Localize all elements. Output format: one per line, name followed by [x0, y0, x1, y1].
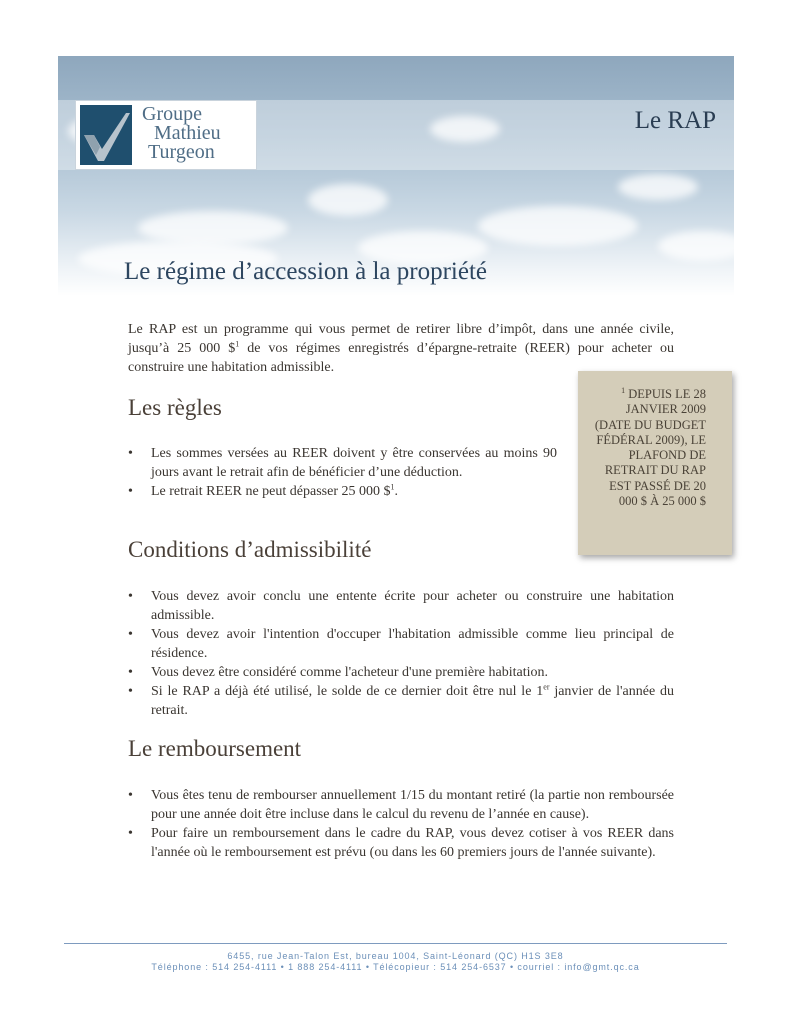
section-heading-regles: Les règles — [128, 395, 222, 420]
list-item: • Vous devez avoir l'intention d'occuper l'habitation admissible comme lieu principal de résidence. — [128, 625, 674, 663]
remboursement-list — [128, 786, 674, 862]
regles-list — [128, 444, 557, 501]
header-title: Le RAP — [634, 107, 716, 134]
list-item: • Vous devez être considéré comme l'acheteur d'une première habitation. — [128, 663, 674, 682]
section-heading-remboursement: Le remboursement — [128, 736, 302, 761]
footer-address: 6455, rue Jean-Talon Est, bureau 1004, Saint-Léonard (QC) H1S 3E8 — [227, 951, 564, 961]
page-title: Le régime d’accession à la propriété — [124, 258, 488, 285]
list-item: • Le retrait REER ne peut dépasser 25 000 \$$^1$. — [128, 482, 557, 501]
footer-contact: Téléphone : 514 254-4111 • 1 888 254-4111 • Télécopieur : 514 254-6537 • courriel : info@gmt.qc.ca — [151, 962, 640, 972]
footer-divider — [64, 943, 727, 944]
list-item: • Vous devez avoir conclu une entente écrite pour acheter ou construire une habitation admissible. — [128, 587, 674, 625]
list-item: • Pour faire un remboursement dans le cadre du RAP, vous devez cotiser à vos REER dans l'année où le remboursement est prévu (ou dans les 60 premiers jours de l'année suivante). — [128, 824, 674, 862]
logo-checkmark-icon — [80, 105, 132, 165]
intro-paragraph: Le RAP est un programme qui vous permet de retirer libre d’impôt, dans une année civile, jusqu’à 25 000 \$$^1$ de vos régimes enregistrés d’épargne-retraite (REER) pour acheter ou construire une habitation admissible. — [128, 322, 674, 375]
logo-wordmark: Groupe Mathieu Turgeon — [142, 103, 221, 163]
list-item: • Si le RAP a déjà été utilisé, le solde de ce dernier doit être nul le 1er janvier de l'année du retrait. — [128, 682, 674, 720]
section-heading-conditions: Conditions d’admissibilité — [128, 537, 372, 562]
list-item: • Les sommes versées au REER doivent y être conservées au moins 90 jours avant le retrait afin de bénéficier d’une déduction. — [128, 444, 557, 482]
footnote-sidebar — [578, 371, 732, 555]
list-item: • Vous êtes tenu de rembourser annuellement 1/15 du montant retiré (la partie non remboursée pour une année doit être incluse dans le calcul du revenu de l’année en cause). — [128, 786, 674, 824]
conditions-list — [128, 587, 674, 720]
footnote-text: $^1$ DEPUIS LE 28 JANVIER 2009 (DATE DU BUDGET FÉDÉRAL 2009), LE PLAFOND DE RETRAIT DU RAP EST PASSÉ DE 20 000 $ À 25 000 $ — [594, 385, 706, 509]
company-logo — [75, 100, 257, 170]
